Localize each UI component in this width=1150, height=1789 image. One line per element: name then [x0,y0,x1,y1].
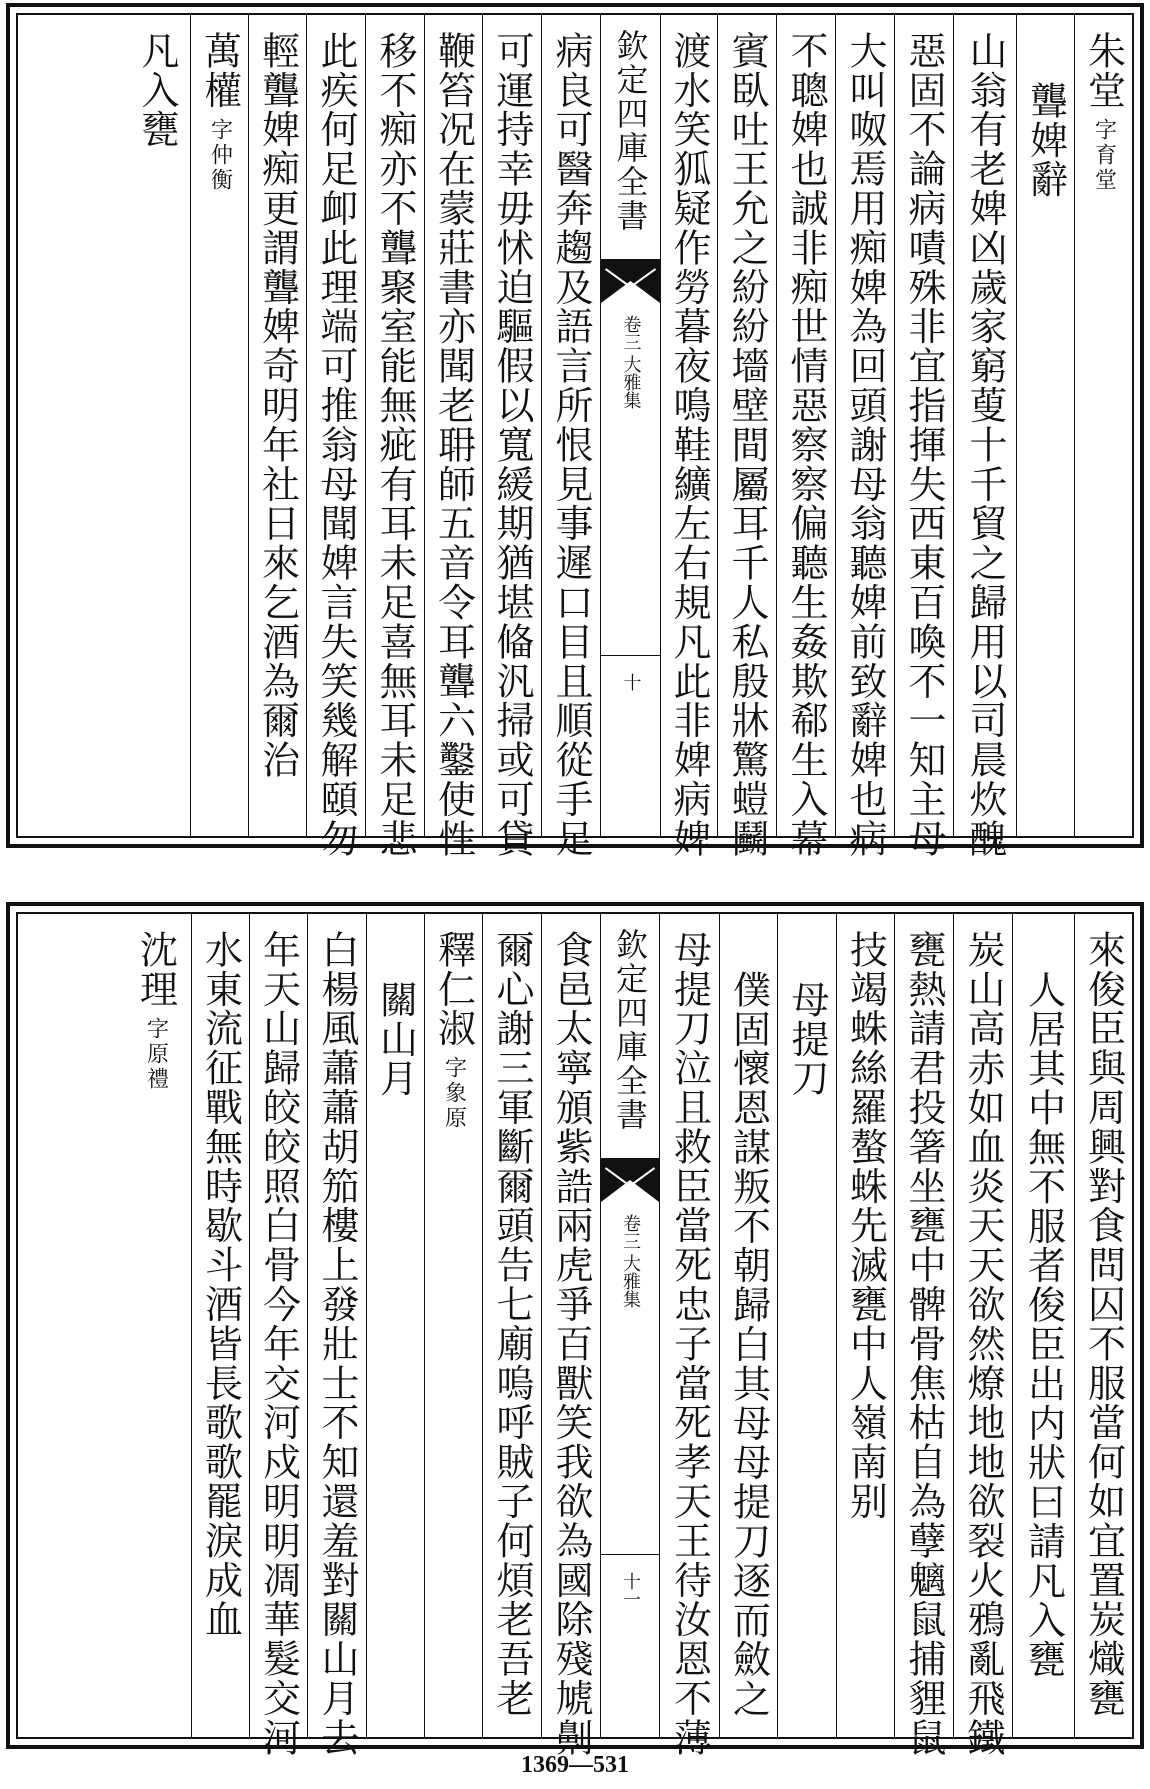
text-line: 炭山高赤如血炎天天欲然燎地地欲裂火鴉亂飛鐵 [961,930,1005,1758]
bottom-page-frame [16,912,1134,1758]
text-column [248,15,306,836]
center-margin-column [600,914,659,1737]
text-line: 水東流征戰無時歇斗酒皆長歌歌罷淚成血 [198,930,243,1640]
author-heading [431,930,476,1132]
text-column [190,15,248,836]
text-column [717,15,776,859]
text-column [894,15,953,859]
text-column [482,914,541,1737]
text-line: 年天山歸皎皎照白骨今年交河戍明明凋華髮交河 [256,930,301,1758]
author-note: 字象原 [441,1056,467,1132]
text-column [120,914,191,1737]
text-column [836,914,894,1737]
author-heading [133,930,178,1092]
author-name: 釋仁淑 [431,930,476,1049]
text-column [953,914,1012,1758]
author-name: 朱堂 [1081,31,1126,110]
text-line: 山翁有老婢凶歲家窮蓃十千貿之歸用以司晨炊醜 [963,31,1007,859]
text-line: 鞭笞况在蒙莊書亦聞老耼師五音令耳聾六鑿使性 [431,31,476,859]
text-column [894,914,953,1758]
text-line: 病良可醫奔趨及語言所恨見事遲口目且順從手足 [549,31,593,859]
text-column [365,15,424,859]
text-line: 凡入甕 [135,31,179,150]
text-column [482,15,541,859]
text-line: 來俊臣與周興對食問囚不服當何如宜置炭熾甕 [1081,930,1126,1718]
fish-tail-mark [601,259,660,303]
center-margin-column [600,15,660,836]
center-page-number: 十 [620,673,642,691]
center-title: 欽定四庫全書 [611,29,650,233]
text-column [306,15,365,859]
center-volume [618,315,644,409]
text-column [777,914,836,1737]
center-title: 欽定四庫全書 [611,928,649,1132]
text-line: 技竭蛛絲羅螯蛛先滅甕中人嶺南别 [843,930,888,1521]
text-column [1074,15,1132,836]
center-volume-number: 卷三 [620,315,642,351]
author-note: 字仲衡 [207,117,233,193]
text-line: 爾心謝三軍斷爾頭告七廟嗚呼賊子何煩老吾老 [490,930,534,1718]
text-column [1074,914,1132,1737]
text-column [660,15,717,859]
author-note: 字育堂 [1091,117,1117,193]
text-line: 關山月 [373,980,418,1099]
text-line: 此疾何足卹此理端可推翁母聞婢言失笑幾解頤勿 [314,31,358,859]
text-column [1012,914,1074,1737]
top-columns [18,15,1132,859]
bottom-page [6,902,1144,1758]
text-column [366,914,424,1737]
text-line: 人居其中無不服者俊臣出内狀曰請凡入甕 [1021,970,1066,1680]
text-column [307,914,366,1758]
text-line: 不聰婢也誠非痴世情惡察察偏聽生姦欺郗生入幕 [784,31,828,859]
text-column [835,15,894,859]
text-line: 食邑太寧頒紫誥兩虎爭百獸笑我欲為國除殘虓劓 [549,930,593,1758]
center-page-number: 十一 [620,1572,641,1608]
text-line: 賓臥吐王允之紛紛墻壁間屬耳千人私殷牀驚螘鬬 [725,31,769,859]
text-line: 白楊風蕭蕭胡笳樓上發壯士不知還羞對關山月去 [315,930,359,1758]
text-column [124,15,190,836]
text-line: 甕熱請君投箸坐甕中髀骨焦枯自為孽魑鼠捕貍鼠 [902,930,946,1758]
top-page-frame [16,13,1134,859]
text-line: 可運持幸毋怵迫驅假以寬緩期猶堪偹汎掃或可貸 [490,31,534,859]
author-name: 萬權 [197,31,242,110]
text-column [541,914,600,1758]
text-line: 惡固不論病嘖殊非宜指揮失西東百喚不一知主母 [902,31,946,859]
text-line: 母提刀泣且救臣當死忠子當死孝天王待汝恩不薄 [667,930,712,1758]
text-column [249,914,307,1758]
center-rule [601,655,660,656]
text-line: 輕聾婢痴更謂聾婢奇明年社日來乞酒為爾治 [255,31,300,780]
page-number-footer: 1369—531 [521,1752,629,1778]
center-volume [617,1214,643,1308]
text-column [191,914,249,1737]
center-volume-number: 卷三 [620,1214,641,1250]
fish-tail-mark [601,1158,659,1202]
author-heading [197,31,242,193]
text-column [424,914,482,1737]
author-note: 字原禮 [143,1016,169,1092]
top-page [6,3,1144,859]
text-column [719,914,777,1737]
author-name: 沈理 [133,930,178,1009]
text-line: 大叫呶焉用痴婢為回頭謝母翁聽婢前致辭婢也病 [843,31,887,859]
center-book-name: 大雅集 [620,1254,641,1308]
text-column [953,15,1016,859]
text-column [776,15,835,859]
poem-title: 聾婢辭 [1023,81,1068,200]
text-column [424,15,482,859]
author-heading [1081,31,1126,193]
center-rule [601,1554,659,1555]
poem-title-column [1016,15,1074,836]
bottom-columns [18,914,1132,1758]
text-line: 渡水笑狐疑作勞暮夜鳴鞋纊左右規凡此非婢病婢 [667,31,711,859]
center-book-name: 大雅集 [620,355,642,409]
text-line: 母提刀 [785,980,829,1099]
text-line: 僕固懷恩謀叛不朝歸白其母母提刀逐而斂之 [726,970,771,1719]
text-column [659,914,719,1758]
text-column [541,15,600,859]
text-line: 移不痴亦不聾聚室能無疵有耳未足喜無耳未足悲 [373,31,417,859]
